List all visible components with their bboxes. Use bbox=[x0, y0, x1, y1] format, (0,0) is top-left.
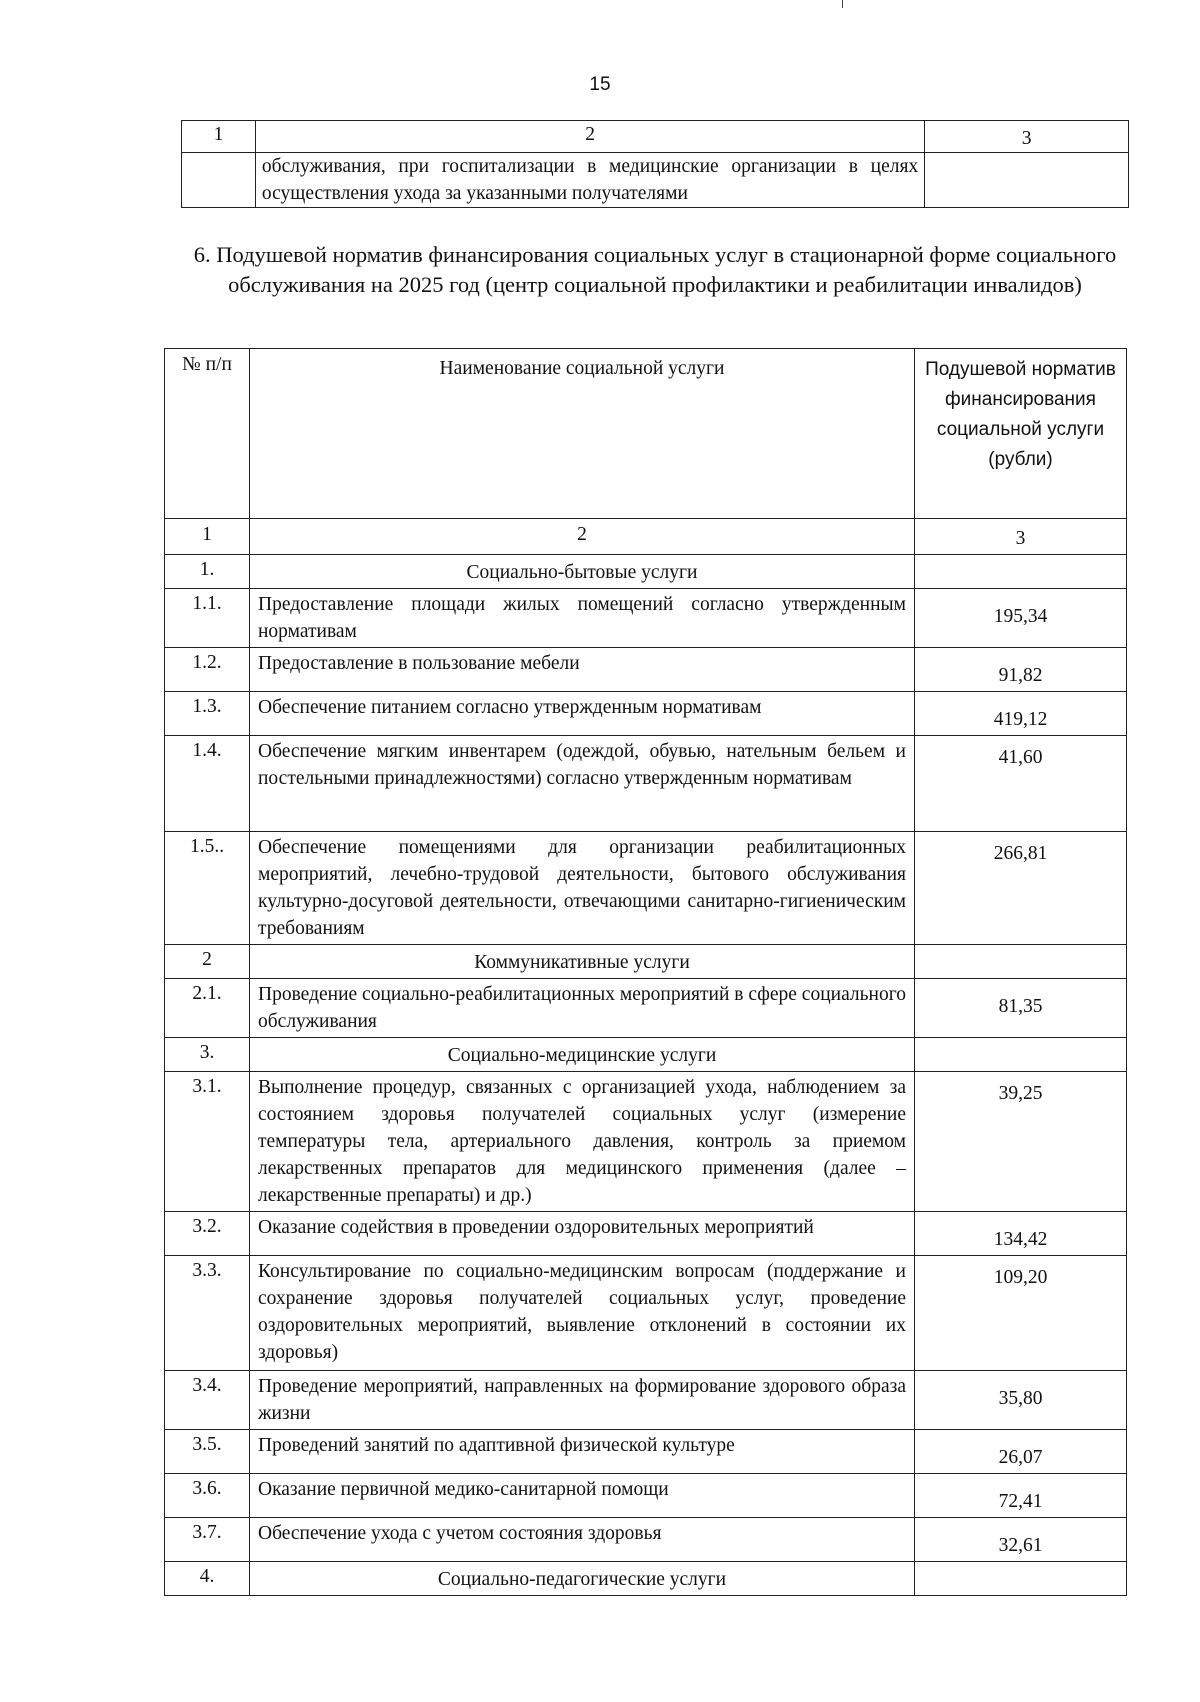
row-number: 1.2. bbox=[165, 648, 250, 692]
table-row bbox=[182, 153, 1129, 208]
column-index-2: 2 bbox=[255, 121, 924, 153]
row-number: 3.4. bbox=[165, 1371, 250, 1430]
service-name: Обеспечение мягким инвентарем (одеждой, обувью, нательным бельем и постельными принадлежностями) согласно утвержденным нормативам bbox=[250, 736, 915, 832]
service-value: 41,60 bbox=[915, 736, 1127, 832]
continuation-table bbox=[181, 120, 1129, 208]
row-number: 3.5. bbox=[165, 1430, 250, 1474]
service-value: 35,80 bbox=[915, 1371, 1127, 1430]
table-row bbox=[165, 1371, 1127, 1430]
service-value: 109,20 bbox=[915, 1256, 1127, 1371]
row-number: 4. bbox=[165, 1562, 250, 1596]
table-row bbox=[165, 648, 1127, 692]
column-index-3: 3 bbox=[925, 121, 1129, 153]
service-name: Предоставление в пользование мебели bbox=[250, 648, 915, 692]
table-row bbox=[165, 1474, 1127, 1518]
category-name: Коммуникативные услуги bbox=[250, 945, 915, 979]
service-name: Оказание первичной медико-санитарной помощи bbox=[250, 1474, 915, 1518]
row-number: 1.3. bbox=[165, 692, 250, 736]
service-name: Выполнение процедур, связанных с организацией ухода, наблюдением за состоянием здоровья получателей социальных услуг (измерение температуры тела, артериального давления, контроль за приемом лекарственных препаратов для медицинского применения (далее – лекарственные препараты) и др.) bbox=[250, 1072, 915, 1212]
scan-mark bbox=[842, 0, 843, 8]
row-number bbox=[182, 153, 256, 208]
service-value bbox=[915, 555, 1127, 589]
table-header-row bbox=[182, 121, 1129, 153]
row-number: 3. bbox=[165, 1038, 250, 1072]
page-number: 15 bbox=[589, 74, 611, 95]
row-number: 2 bbox=[165, 945, 250, 979]
row-number: 1. bbox=[165, 555, 250, 589]
table-row bbox=[165, 692, 1127, 736]
service-name: обслуживания, при госпитализации в медицинские организации в целях осуществления ухода за указанными получателями bbox=[255, 153, 924, 208]
row-number: 3.7. bbox=[165, 1518, 250, 1562]
service-value: 39,25 bbox=[915, 1072, 1127, 1212]
service-name: Обеспечение ухода с учетом состояния здоровья bbox=[250, 1518, 915, 1562]
service-name: Оказание содействия в проведении оздоровительных мероприятий bbox=[250, 1212, 915, 1256]
service-value: 32,61 bbox=[915, 1518, 1127, 1562]
column-index-row bbox=[165, 519, 1127, 555]
header-number: № п/п bbox=[165, 349, 250, 519]
category-row bbox=[165, 1038, 1127, 1072]
table-row bbox=[165, 736, 1127, 832]
category-name: Социально-педагогические услуги bbox=[250, 1562, 915, 1596]
column-index-1: 1 bbox=[182, 121, 256, 153]
service-value: 91,82 bbox=[915, 648, 1127, 692]
table-row bbox=[165, 1430, 1127, 1474]
category-row bbox=[165, 945, 1127, 979]
service-name: Обеспечение питанием согласно утвержденным нормативам bbox=[250, 692, 915, 736]
category-name: Социально-бытовые услуги bbox=[250, 555, 915, 589]
service-value bbox=[915, 1038, 1127, 1072]
service-value bbox=[915, 945, 1127, 979]
table-row bbox=[165, 589, 1127, 648]
category-name: Социально-медицинские услуги bbox=[250, 1038, 915, 1072]
table-header-row bbox=[165, 349, 1127, 519]
category-row bbox=[165, 555, 1127, 589]
service-value: 72,41 bbox=[915, 1474, 1127, 1518]
table-row bbox=[165, 979, 1127, 1038]
column-index-1: 1 bbox=[165, 519, 250, 555]
row-number: 3.6. bbox=[165, 1474, 250, 1518]
services-table bbox=[164, 348, 1127, 1596]
row-number: 2.1. bbox=[165, 979, 250, 1038]
table-row bbox=[165, 1212, 1127, 1256]
header-service-name: Наименование социальной услуги bbox=[250, 349, 915, 519]
service-name: Проведение мероприятий, направленных на формирование здорового образа жизни bbox=[250, 1371, 915, 1430]
service-value bbox=[915, 1562, 1127, 1596]
column-index-2: 2 bbox=[250, 519, 915, 555]
section-title: 6. Подушевой норматив финансирования социальных услуг в стационарной форме социального обслуживания на 2025 год (центр социальной профилактики и реабилитации инвалидов) bbox=[193, 242, 1117, 297]
row-number: 1.5.. bbox=[165, 832, 250, 945]
service-value: 266,81 bbox=[915, 832, 1127, 945]
table-row bbox=[165, 1256, 1127, 1371]
service-value: 419,12 bbox=[915, 692, 1127, 736]
service-value: 134,42 bbox=[915, 1212, 1127, 1256]
table-row bbox=[165, 832, 1127, 945]
header-value: Подушевой норматив финансирования социальной услуги (рубли) bbox=[915, 349, 1127, 519]
row-number: 3.2. bbox=[165, 1212, 250, 1256]
table-row bbox=[165, 1072, 1127, 1212]
service-name: Предоставление площади жилых помещений согласно утвержденным нормативам bbox=[250, 589, 915, 648]
category-row bbox=[165, 1562, 1127, 1596]
service-name: Консультирование по социально-медицинским вопросам (поддержание и сохранение здоровья получателей социальных услуг, проведение оздоровительных мероприятий, выявление отклонений в состоянии их здоровья) bbox=[250, 1256, 915, 1371]
service-name: Проведение социально-реабилитационных мероприятий в сфере социального обслуживания bbox=[250, 979, 915, 1038]
service-value: 195,34 bbox=[915, 589, 1127, 648]
row-number: 1.4. bbox=[165, 736, 250, 832]
row-number: 3.1. bbox=[165, 1072, 250, 1212]
row-number: 3.3. bbox=[165, 1256, 250, 1371]
row-number: 1.1. bbox=[165, 589, 250, 648]
service-name: Проведений занятий по адаптивной физической культуре bbox=[250, 1430, 915, 1474]
service-value: 81,35 bbox=[915, 979, 1127, 1038]
service-name: Обеспечение помещениями для организации реабилитационных мероприятий, лечебно-трудовой деятельности, бытового обслуживания культурно-досуговой деятельности, отвечающими санитарно-гигиеническим требованиям bbox=[250, 832, 915, 945]
table-row bbox=[165, 1518, 1127, 1562]
service-value: 26,07 bbox=[915, 1430, 1127, 1474]
column-index-3: 3 bbox=[915, 519, 1127, 555]
service-value bbox=[925, 153, 1129, 208]
